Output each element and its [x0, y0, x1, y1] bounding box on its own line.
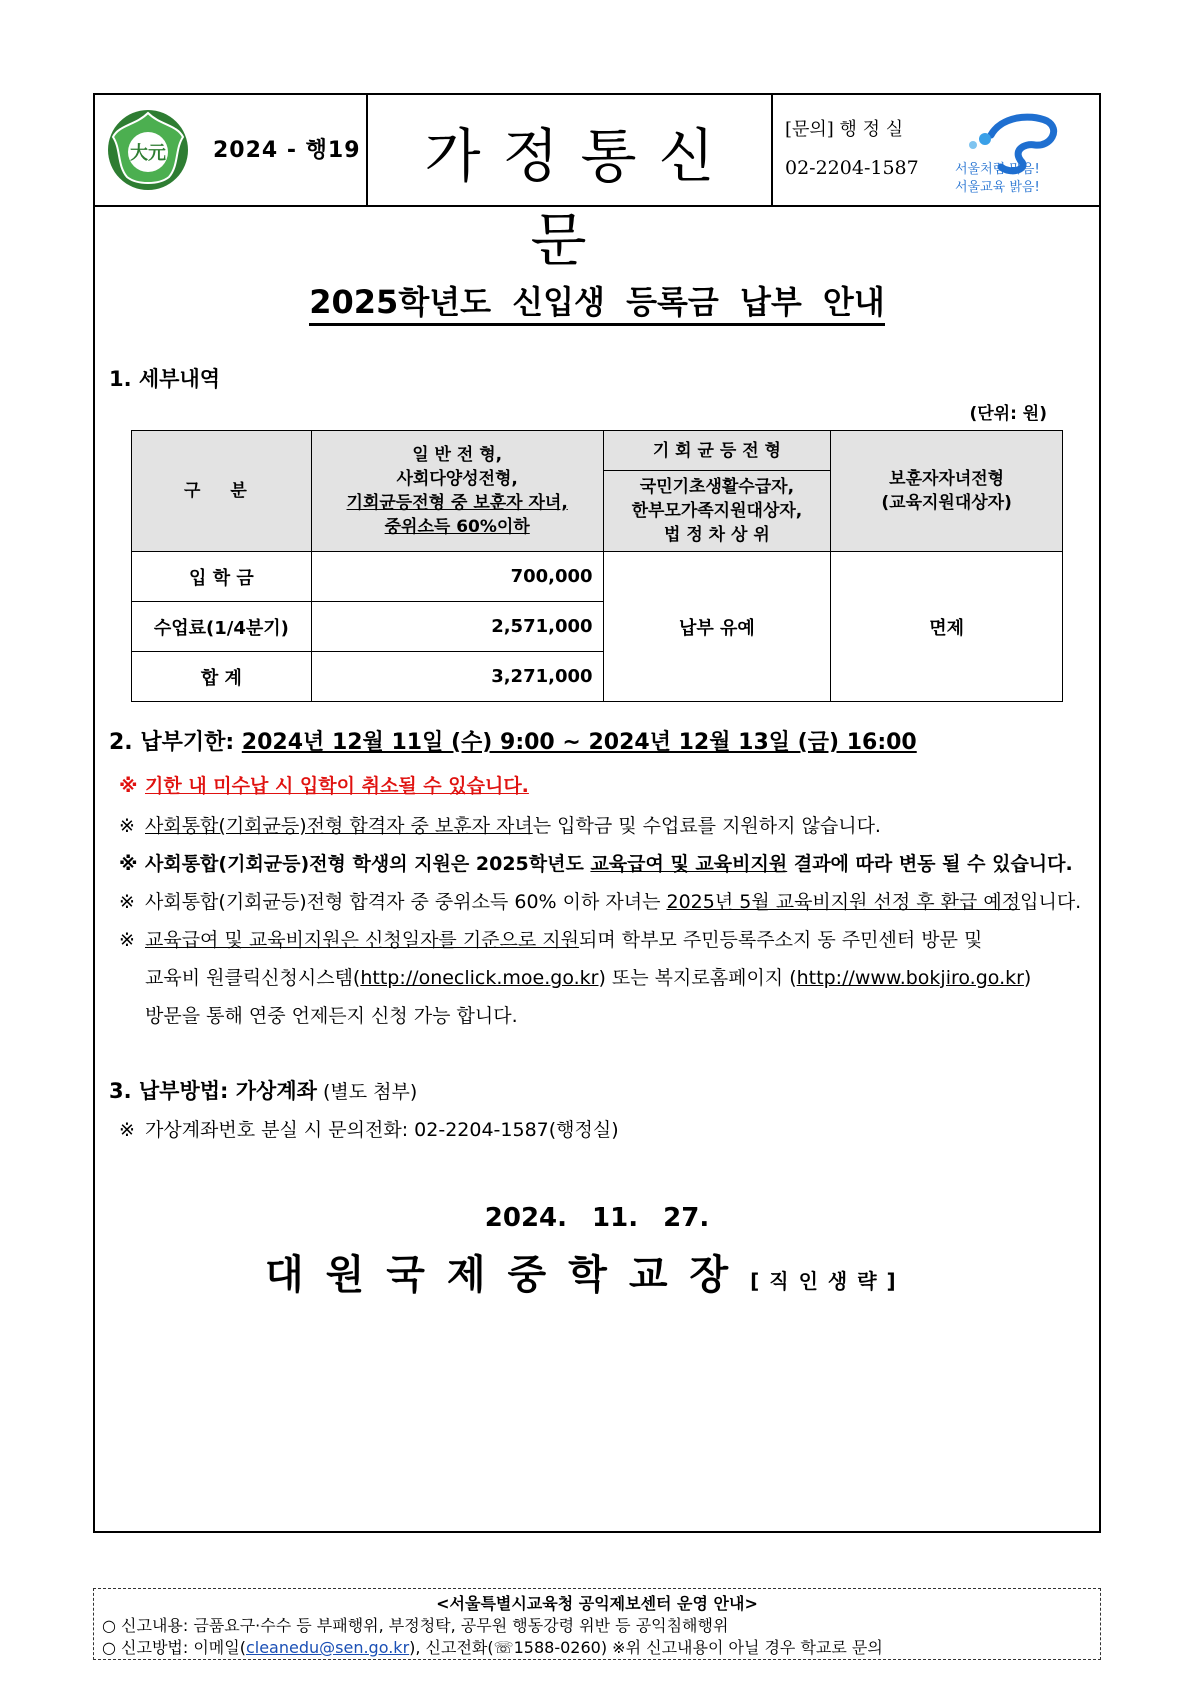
header [95, 95, 1099, 274]
header-left [95, 95, 368, 205]
notice-veteran-children: ※ 사회통합(기회균등)전형 합격자 중 보훈자 자녀는 입학금 및 수업료를 지원하지 않습니다. [119, 815, 881, 837]
whistleblower-footer [93, 1588, 1101, 1660]
notice-application: ※ 교육급여 및 교육비지원은 신청일자를 기준으로 지원되며 학부모 주민등록주소지 동 주민센터 방문 및 [119, 929, 983, 951]
notice-support-change: ※ 사회통합(기회균등)전형 학생의 지원은 2025학년도 교육급여 및 교육비지원 결과에 따라 변동 될 수 있습니다. [119, 853, 1073, 875]
col-header-equal-opportunity: 기 회 균 등 전 형 [603, 431, 831, 471]
col-subheader-basic-livelihood: 국민기초생활수급자, 한부모가족지원대상자, 법 정 차 상 위 [603, 471, 831, 552]
section2-heading: 2. 납부기한: 2024년 12월 11일 (수) 9:00 ~ 2024년 12월 13일 (금) 16:00 [109, 730, 917, 755]
footer-line-method: ○ 신고방법: 이메일(cleanedu@sen.go.kr), 신고전화(☏1588-0260) ※위 신고내용이 아닐 경우 학교로 문의 [102, 1638, 883, 1657]
payment-deadline: 2024년 12월 11일 (수) 9:00 ~ 2024년 12월 13일 (금) 16:00 [241, 730, 917, 755]
header-center [368, 95, 773, 274]
bokjiro-link[interactable]: http://www.bokjiro.go.kr [796, 967, 1024, 989]
unit-label: (단위: 원) [969, 404, 1047, 424]
seal-note: [직인생략] [750, 1269, 906, 1293]
row-value-tuition: 2,571,000 [311, 602, 603, 652]
notice-application-line2: 교육비 원클릭신청시스템(http://oneclick.moe.go.kr) 또는 복지로홈페이지 (http://www.bokjiro.go.kr) [145, 967, 1032, 989]
header-right [773, 95, 1099, 205]
principal-signature: 대원국제중학교장[직인생략] [265, 1252, 906, 1298]
footer-title: <서울특별시교육청 공익제보센터 운영 안내> [436, 1594, 758, 1613]
report-email-link[interactable]: cleanedu@sen.go.kr [245, 1638, 410, 1657]
logo-slogan-1: 서울처럼 맑음! [955, 162, 1040, 177]
notice-refund: ※ 사회통합(기회균등)전형 합격자 중 중위소득 60% 이하 자녀는 2025년 5월 교육비지원 선정 후 환급 예정입니다. [119, 891, 1082, 913]
oneclick-link[interactable]: http://oneclick.moe.go.kr [360, 967, 599, 989]
contact-label: [문의] 행 정 실 [785, 119, 904, 140]
notice-application-line3: 방문을 통해 연중 언제든지 신청 가능 합니다. [145, 1005, 518, 1027]
seoul-education-logo-icon [951, 105, 1091, 195]
logo-slogan-2: 서울교육 밝음! [955, 180, 1040, 195]
col-header-general: 일 반 전 형, 사회다양성전형, 기회균등전형 중 보훈자 자녀, 중위소득 60%이하 [311, 431, 603, 552]
notice-virtual-account: ※ 가상계좌번호 분실 시 문의전화: 02-2204-1587(행정실) [119, 1119, 619, 1141]
exemption: 면제 [831, 552, 1063, 702]
col-header-veteran: 보훈자자녀전형 (교육지원대상자) [831, 431, 1063, 552]
emblem-text: 大元 [130, 143, 166, 164]
row-label-tuition: 수업료(1/4분기) [132, 602, 312, 652]
section3-heading: 3. 납부방법: 가상계좌 (별도 첨부) [109, 1079, 418, 1103]
issue-date: 2024. 11. 27. [484, 1203, 710, 1233]
issue-number: 2024 - 행19 [213, 138, 361, 163]
fee-table [131, 430, 1063, 702]
notice-cancellation: ※ 기한 내 미수납 시 입학이 취소될 수 있습니다. [119, 775, 529, 797]
document-title [95, 277, 1099, 323]
row-label-admission: 입 학 금 [132, 552, 312, 602]
document-title-text: 2025학년도 신입생 등록금 납부 안내 [309, 283, 884, 326]
section1-heading: 1. 세부내역 [109, 367, 221, 391]
deferred-payment: 납부 유예 [603, 552, 831, 702]
document-frame [93, 93, 1101, 1533]
table-header-row [132, 431, 1063, 471]
school-emblem-icon [105, 107, 191, 193]
footer-line-content: ○ 신고내용: 금품요구·수수 등 부패행위, 부정청탁, 공무원 행동강령 위반 등 공익침해행위 [102, 1616, 729, 1635]
newsletter-title: 가정통신문 [424, 122, 737, 274]
row-value-total: 3,271,000 [311, 652, 603, 702]
col-header-category: 구 분 [132, 431, 312, 552]
table-row [132, 552, 1063, 602]
contact-phone: 02-2204-1587 [785, 157, 919, 179]
row-label-total: 합 계 [132, 652, 312, 702]
row-value-admission: 700,000 [311, 552, 603, 602]
